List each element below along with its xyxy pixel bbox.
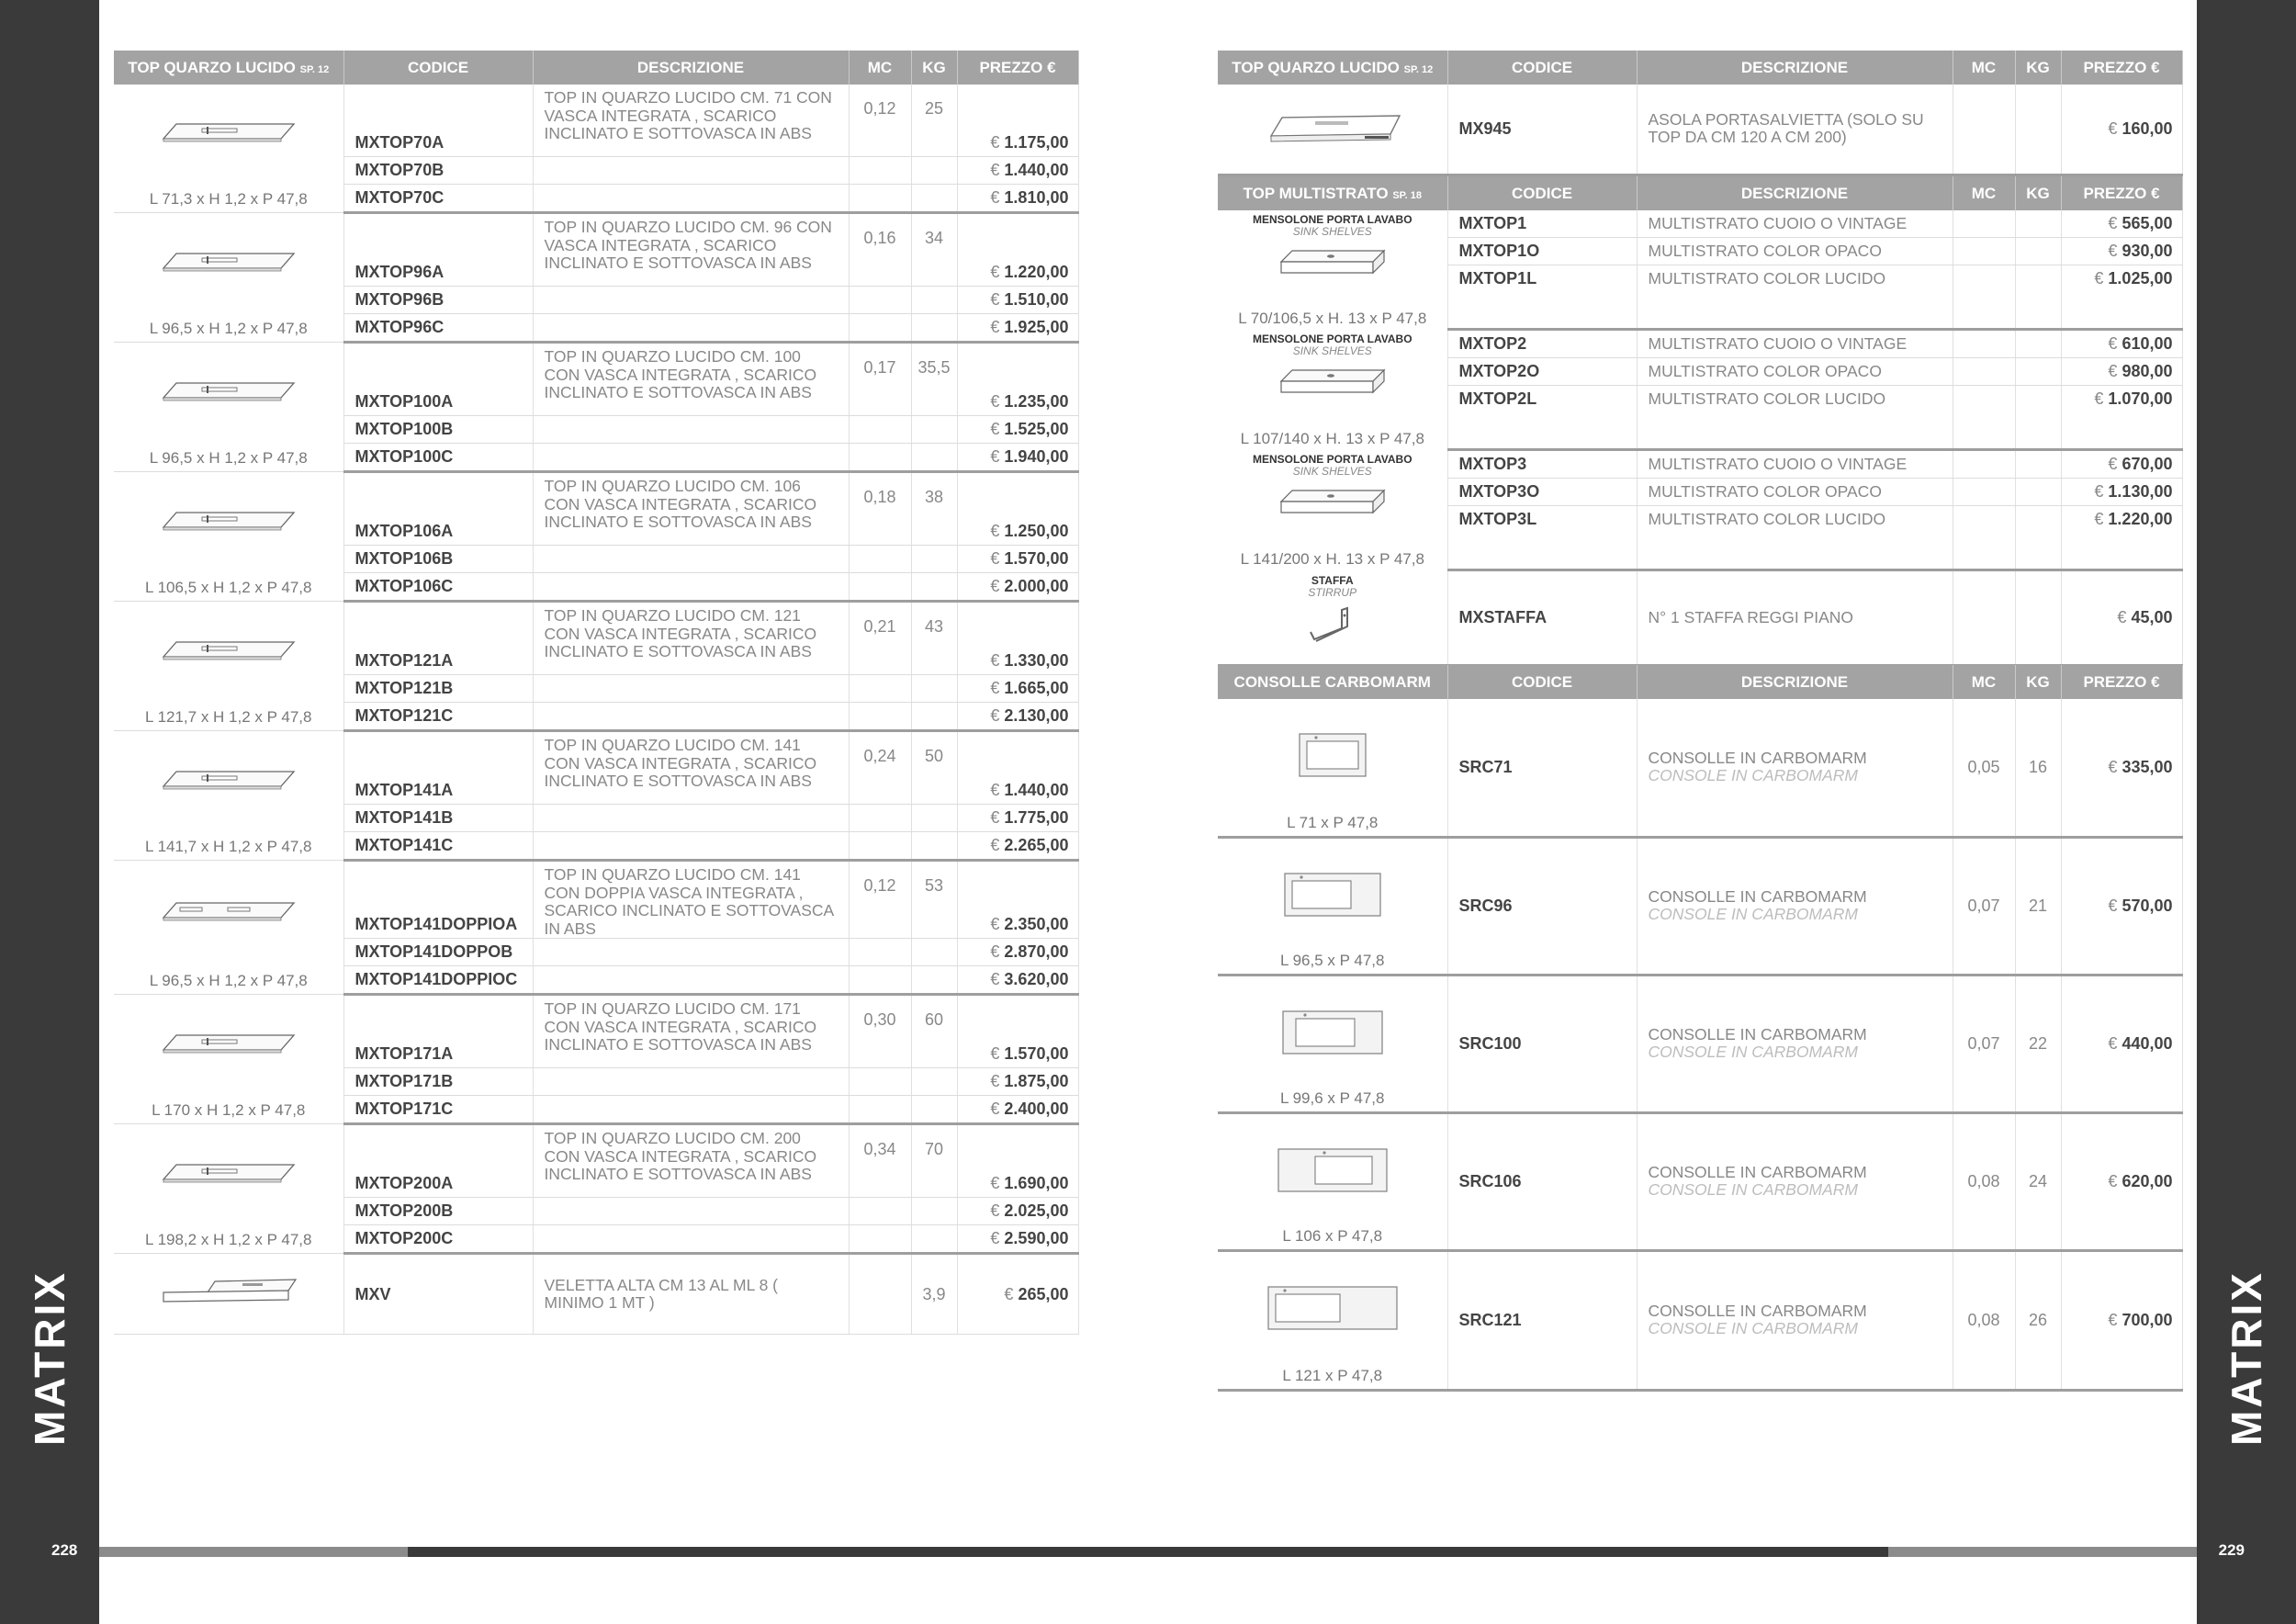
product-mc: 0,30	[863, 1010, 896, 1029]
product-code: MXTOP100B	[355, 420, 454, 438]
header-price: PREZZO €	[2061, 176, 2182, 210]
product-image-cell	[114, 995, 343, 1124]
table-row	[114, 1254, 1078, 1335]
countertop-icon	[160, 248, 298, 276]
top-quarzo-table	[114, 51, 1079, 1335]
header-mc: MC	[1953, 176, 2015, 210]
table-row	[1218, 85, 2182, 175]
product-code: MXTOP70B	[355, 161, 445, 179]
product-mc: 0,12	[863, 876, 896, 895]
product-price: € 1.220,00	[2094, 510, 2173, 528]
product-kg: 60	[924, 1010, 944, 1029]
product-price: € 2.350,00	[990, 915, 1069, 933]
product-code: SRC96	[1458, 896, 1513, 915]
product-dimensions: L 198,2 x H 1,2 x P 47,8	[145, 1231, 312, 1248]
top-quarzo-accessory-table	[1218, 51, 2183, 176]
header-code: CODICE	[343, 51, 533, 85]
table-row	[1218, 1112, 2182, 1250]
product-category-label: STAFFA STIRRUP	[1308, 573, 1357, 599]
product-price: € 930,00	[2108, 242, 2173, 260]
product-code: MXTOP141DOPPIOA	[355, 915, 518, 933]
countertop-icon	[160, 766, 298, 794]
product-description: TOP IN QUARZO LUCIDO CM. 141 CON VASCA INTEGRATA , SCARICO INCLINATO E SOTTOVASCA IN ABS	[544, 736, 817, 790]
product-description: MULTISTRATO COLOR LUCIDO	[1648, 510, 1886, 528]
product-image-cell	[1218, 699, 1447, 837]
table-row	[114, 85, 1078, 157]
product-mc: 0,34	[863, 1140, 896, 1158]
product-description: CONSOLLE IN CARBOMARM CONSOLE IN CARBOMARM	[1648, 1162, 1867, 1199]
product-description: TOP IN QUARZO LUCIDO CM. 100 CON VASCA INTEGRATA , SCARICO INCLINATO E SOTTOVASCA IN ABS	[544, 347, 817, 401]
product-dimensions: L 96,5 x H 1,2 x P 47,8	[149, 972, 308, 989]
product-image-cell	[1218, 1250, 1447, 1390]
product-description: MULTISTRATO CUOIO O VINTAGE	[1648, 214, 1908, 232]
product-code: MXTOP1L	[1458, 269, 1537, 288]
header-kg: KG	[2015, 665, 2061, 699]
product-mc: 0,08	[1967, 1310, 2000, 1329]
product-price: € 1.875,00	[990, 1072, 1069, 1090]
product-dimensions: L 121 x P 47,8	[1282, 1366, 1383, 1384]
header-mc: MC	[1953, 665, 2015, 699]
product-price: € 2.025,00	[990, 1201, 1069, 1220]
product-dimensions: L 96,5 x H 1,2 x P 47,8	[149, 320, 308, 337]
header-title: TOP QUARZO LUCIDO SP. 12	[1218, 51, 1447, 85]
product-price: € 2.130,00	[990, 706, 1069, 725]
bracket-icon	[1305, 604, 1360, 645]
table-row	[1218, 210, 2182, 238]
product-kg: 21	[2028, 896, 2048, 915]
product-price: € 1.570,00	[990, 1044, 1069, 1063]
product-price: € 440,00	[2108, 1033, 2173, 1053]
header-code: CODICE	[1447, 176, 1637, 210]
product-category-label: MENSOLONE PORTA LAVABO SINK SHELVES	[1252, 213, 1412, 238]
brand-label-right: MATRIX	[2223, 1270, 2270, 1446]
table-header	[1218, 51, 2182, 85]
product-price: € 1.440,00	[990, 781, 1069, 799]
product-price: € 2.265,00	[990, 836, 1069, 854]
product-image-cell	[1218, 1112, 1447, 1250]
product-code: MXTOP141B	[355, 808, 454, 827]
product-code: MXTOP106C	[355, 577, 454, 595]
product-code: MXTOP171C	[355, 1100, 454, 1118]
product-description: CONSOLLE IN CARBOMARM CONSOLE IN CARBOMARM	[1648, 1024, 1867, 1061]
product-price: € 1.025,00	[2094, 269, 2173, 288]
product-mc: 0,05	[1967, 757, 2000, 776]
table-row	[114, 861, 1078, 939]
product-dimensions: L 99,6 x P 47,8	[1280, 1088, 1385, 1107]
product-price: € 1.525,00	[990, 420, 1069, 438]
header-title: CONSOLLE CARBOMARM	[1218, 665, 1447, 699]
product-code: MXTOP141A	[355, 781, 454, 799]
product-mc: 0,24	[863, 747, 896, 765]
product-image-cell	[114, 1254, 343, 1335]
sink-shelf-icon	[1277, 365, 1388, 398]
table-row	[114, 731, 1078, 805]
product-description: TOP IN QUARZO LUCIDO CM. 71 CON VASCA INTEGRATA , SCARICO INCLINATO E SOTTOVASCA IN ABS	[544, 88, 832, 142]
product-code: MXTOP3	[1458, 455, 1527, 473]
product-code: SRC106	[1458, 1171, 1522, 1190]
product-kg: 53	[924, 876, 944, 895]
product-price: € 670,00	[2108, 455, 2173, 473]
product-kg: 38	[924, 488, 944, 506]
countertop-icon	[160, 637, 298, 664]
product-description: TOP IN QUARZO LUCIDO CM. 171 CON VASCA INTEGRATA , SCARICO INCLINATO E SOTTOVASCA IN ABS	[544, 999, 817, 1054]
product-category-label: MENSOLONE PORTA LAVABO SINK SHELVES	[1252, 452, 1412, 478]
product-kg: 35,5	[917, 358, 951, 377]
header-desc: DESCRIZIONE	[1637, 665, 1953, 699]
product-code: MXTOP96C	[355, 318, 445, 336]
product-kg: 34	[924, 229, 944, 247]
product-code: MXTOP141C	[355, 836, 454, 854]
product-description: TOP IN QUARZO LUCIDO CM. 121 CON VASCA INTEGRATA , SCARICO INCLINATO E SOTTOVASCA IN ABS	[544, 606, 817, 660]
product-code: MXTOP1O	[1458, 242, 1540, 260]
top-multistrato-table	[1218, 176, 2183, 667]
product-dimensions: L 141/200 x H. 13 x P 47,8	[1240, 549, 1424, 568]
product-code: MXTOP200C	[355, 1229, 454, 1247]
product-code: MXTOP121C	[355, 706, 454, 725]
product-image-cell	[1218, 330, 1447, 450]
product-code: MXTOP200B	[355, 1201, 454, 1220]
product-price: € 1.940,00	[990, 447, 1069, 466]
product-code: MXTOP141DOPPIOC	[355, 970, 518, 988]
product-code: MXTOP100C	[355, 447, 454, 466]
product-description: TOP IN QUARZO LUCIDO CM. 200 CON VASCA INTEGRATA , SCARICO INCLINATO E SOTTOVASCA IN ABS	[544, 1129, 817, 1183]
product-price: € 1.235,00	[990, 392, 1069, 411]
product-description: TOP IN QUARZO LUCIDO CM. 141 CON DOPPIA VASCA INTEGRATA , SCARICO INCLINATO E SOTTOVASCA IN ABS	[544, 865, 834, 938]
header-code: CODICE	[1447, 51, 1637, 85]
table-row	[1218, 699, 2182, 837]
table-row	[114, 343, 1078, 416]
product-code: MXTOP1	[1458, 214, 1527, 232]
product-price: € 265,00	[1004, 1284, 1069, 1303]
product-price: € 1.690,00	[990, 1174, 1069, 1192]
product-code: MX945	[1458, 118, 1512, 138]
product-price: € 1.775,00	[990, 808, 1069, 827]
product-price: € 610,00	[2108, 334, 2173, 353]
header-kg: KG	[2015, 176, 2061, 210]
product-kg: 16	[2028, 757, 2048, 776]
product-description: MULTISTRATO COLOR OPACO	[1648, 362, 1882, 380]
sink-shelf-icon	[1277, 485, 1388, 518]
product-dimensions: L 96,5 x H 1,2 x P 47,8	[149, 449, 308, 467]
product-code: MXSTAFFA	[1458, 608, 1548, 626]
product-price: € 1.250,00	[990, 522, 1069, 540]
product-price: € 1.665,00	[990, 679, 1069, 697]
table-row	[1218, 1250, 2182, 1390]
product-code: MXTOP3L	[1458, 510, 1537, 528]
product-price: € 1.175,00	[990, 133, 1069, 152]
product-image-cell	[114, 472, 343, 602]
product-image-cell	[1218, 837, 1447, 975]
table-row	[114, 1124, 1078, 1198]
product-dimensions: L 96,5 x P 47,8	[1280, 951, 1385, 969]
console-icon	[1264, 1008, 1401, 1059]
product-kg: 43	[924, 617, 944, 636]
product-kg: 50	[924, 747, 944, 765]
product-kg: 26	[2028, 1310, 2048, 1329]
product-description: MULTISTRATO COLOR LUCIDO	[1648, 389, 1886, 408]
product-image-cell	[114, 85, 343, 213]
product-image-cell	[1218, 85, 1447, 175]
product-price: € 1.810,00	[990, 188, 1069, 207]
product-price: € 1.925,00	[990, 318, 1069, 336]
product-mc: 0,08	[1967, 1171, 2000, 1190]
table-row	[1218, 975, 2182, 1112]
product-price: € 1.070,00	[2094, 389, 2173, 408]
product-price: € 620,00	[2108, 1171, 2173, 1190]
product-dimensions: L 71,3 x H 1,2 x P 47,8	[149, 190, 308, 208]
product-mc: 0,21	[863, 617, 896, 636]
product-dimensions: L 170 x H 1,2 x P 47,8	[152, 1101, 306, 1119]
product-code: MXTOP106A	[355, 522, 454, 540]
product-code: MXTOP70C	[355, 188, 445, 207]
product-price: € 1.570,00	[990, 549, 1069, 568]
product-price: € 1.330,00	[990, 651, 1069, 670]
console-icon	[1264, 1145, 1401, 1197]
table-row	[114, 472, 1078, 546]
product-code: MXTOP2L	[1458, 389, 1537, 408]
veletta-icon	[160, 1276, 298, 1307]
product-description: MULTISTRATO COLOR OPACO	[1648, 482, 1882, 501]
product-description: CONSOLLE IN CARBOMARM CONSOLE IN CARBOMARM	[1648, 748, 1867, 785]
console-icon	[1264, 1283, 1401, 1335]
footer-bar-center	[408, 1547, 1888, 1557]
product-price: € 980,00	[2108, 362, 2173, 380]
table-header	[1218, 176, 2182, 210]
product-kg: 24	[2028, 1171, 2048, 1190]
product-dimensions: L 71 x P 47,8	[1287, 813, 1379, 831]
product-description: MULTISTRATO CUOIO O VINTAGE	[1648, 334, 1908, 353]
table-row	[1218, 450, 2182, 479]
product-price: € 1.440,00	[990, 161, 1069, 179]
product-description: CONSOLLE IN CARBOMARM CONSOLE IN CARBOMARM	[1648, 1301, 1867, 1337]
product-price: € 565,00	[2108, 214, 2173, 232]
product-price: € 570,00	[2108, 896, 2173, 915]
product-price: € 1.510,00	[990, 290, 1069, 309]
product-price: € 45,00	[2117, 608, 2173, 626]
countertop-icon	[160, 118, 298, 146]
product-mc: 0,12	[863, 99, 896, 118]
table-header	[1218, 665, 2182, 699]
header-kg: KG	[911, 51, 957, 85]
header-mc: MC	[1953, 51, 2015, 85]
page-number-right: 229	[2218, 1541, 2245, 1559]
console-icon	[1264, 870, 1401, 921]
countertop-icon	[160, 507, 298, 535]
product-code: MXTOP96B	[355, 290, 445, 309]
product-mc: 0,16	[863, 229, 896, 247]
product-price: € 2.000,00	[990, 577, 1069, 595]
header-desc: DESCRIZIONE	[533, 51, 849, 85]
product-price: € 1.220,00	[990, 263, 1069, 281]
product-code: MXTOP121A	[355, 651, 454, 670]
product-dimensions: L 141,7 x H 1,2 x P 47,8	[145, 838, 312, 855]
header-code: CODICE	[1447, 665, 1637, 699]
product-code: MXTOP171A	[355, 1044, 454, 1063]
page-number-left: 228	[51, 1541, 78, 1559]
product-image-cell	[114, 731, 343, 861]
product-code: SRC71	[1458, 757, 1513, 776]
product-price: € 3.620,00	[990, 970, 1069, 988]
product-description: ASOLA PORTASALVIETTA (SOLO SU TOP DA CM 120 A CM 200)	[1648, 109, 1924, 147]
product-code: SRC121	[1458, 1310, 1522, 1329]
towel-slot-top-icon	[1264, 108, 1401, 145]
product-category-label: MENSOLONE PORTA LAVABO SINK SHELVES	[1252, 332, 1412, 357]
product-mc: 0,17	[863, 358, 896, 377]
product-description: TOP IN QUARZO LUCIDO CM. 106 CON VASCA INTEGRATA , SCARICO INCLINATO E SOTTOVASCA IN ABS	[544, 477, 817, 531]
table-row	[1218, 330, 2182, 358]
product-kg: 22	[2028, 1033, 2048, 1053]
product-dimensions: L 106 x P 47,8	[1282, 1226, 1383, 1245]
product-code: MXTOP171B	[355, 1072, 454, 1090]
product-description: VELETTA ALTA CM 13 AL ML 8 ( MINIMO 1 MT )	[544, 1275, 779, 1312]
table-header	[114, 51, 1078, 85]
product-dimensions: L 106,5 x H 1,2 x P 47,8	[145, 579, 312, 596]
table-row	[114, 995, 1078, 1068]
product-code: MXV	[355, 1284, 391, 1303]
product-kg: 25	[924, 99, 944, 118]
product-description: TOP IN QUARZO LUCIDO CM. 96 CON VASCA INTEGRATA , SCARICO INCLINATO E SOTTOVASCA IN ABS	[544, 218, 832, 272]
header-desc: DESCRIZIONE	[1637, 176, 1953, 210]
product-mc: 0,07	[1967, 1033, 2000, 1053]
sink-shelf-icon	[1277, 245, 1388, 278]
header-price: PREZZO €	[2061, 665, 2182, 699]
header-price: PREZZO €	[2061, 51, 2182, 85]
product-code: MXTOP2O	[1458, 362, 1540, 380]
header-mc: MC	[849, 51, 911, 85]
consolle-carbomarm-table	[1218, 665, 2183, 1392]
product-code: MXTOP100A	[355, 392, 454, 411]
product-code: MXTOP96A	[355, 263, 445, 281]
footer-bar-left	[99, 1547, 408, 1557]
header-kg: KG	[2015, 51, 2061, 85]
product-image-cell	[1218, 450, 1447, 570]
product-mc: 0,18	[863, 488, 896, 506]
product-code: MXTOP70A	[355, 133, 445, 152]
product-kg: 3,9	[922, 1284, 946, 1303]
header-desc: DESCRIZIONE	[1637, 51, 1953, 85]
table-row	[1218, 570, 2182, 666]
product-image-cell	[114, 861, 343, 995]
product-price: € 2.870,00	[990, 942, 1069, 961]
product-dimensions: L 107/140 x H. 13 x P 47,8	[1240, 429, 1424, 447]
table-row	[114, 213, 1078, 287]
product-dimensions: L 121,7 x H 1,2 x P 47,8	[145, 708, 312, 726]
product-image-cell	[1218, 210, 1447, 330]
product-description: MULTISTRATO COLOR LUCIDO	[1648, 269, 1886, 288]
product-description: N° 1 STAFFA REGGI PIANO	[1648, 607, 1854, 626]
product-code: MXTOP3O	[1458, 482, 1540, 501]
product-code: SRC100	[1458, 1033, 1522, 1053]
product-code: MXTOP121B	[355, 679, 454, 697]
product-code: MXTOP141DOPPOB	[355, 942, 513, 961]
product-kg: 70	[924, 1140, 944, 1158]
product-image-cell	[1218, 975, 1447, 1112]
product-price: € 2.400,00	[990, 1100, 1069, 1118]
table-row	[114, 602, 1078, 675]
product-price: € 1.130,00	[2094, 482, 2173, 501]
header-price: PREZZO €	[957, 51, 1078, 85]
footer-bar-right	[1888, 1547, 2197, 1557]
product-image-cell	[114, 213, 343, 343]
product-code: MXTOP106B	[355, 549, 454, 568]
product-dimensions: L 70/106,5 x H. 13 x P 47,8	[1238, 309, 1427, 327]
header-title: TOP QUARZO LUCIDO SP. 12	[114, 51, 343, 85]
header-title: TOP MULTISTRATO SP. 18	[1218, 176, 1447, 210]
product-description: MULTISTRATO CUOIO O VINTAGE	[1648, 455, 1908, 473]
table-row	[1218, 837, 2182, 975]
product-price: € 2.590,00	[990, 1229, 1069, 1247]
product-image-cell	[114, 1124, 343, 1254]
product-code: MXTOP2	[1458, 334, 1527, 353]
countertop-icon	[160, 378, 298, 405]
product-code: MXTOP200A	[355, 1174, 454, 1192]
product-price: € 335,00	[2108, 757, 2173, 776]
product-description: MULTISTRATO COLOR OPACO	[1648, 242, 1882, 260]
brand-label-left: MATRIX	[26, 1270, 73, 1446]
product-description: CONSOLLE IN CARBOMARM CONSOLE IN CARBOMARM	[1648, 886, 1867, 923]
product-price: € 700,00	[2108, 1310, 2173, 1329]
countertop-icon	[160, 1030, 298, 1057]
product-mc: 0,07	[1967, 896, 2000, 915]
countertop-icon	[160, 897, 298, 925]
console-icon	[1264, 730, 1401, 782]
product-image-cell	[114, 343, 343, 472]
product-image-cell	[1218, 570, 1447, 666]
product-price: € 160,00	[2108, 118, 2173, 138]
countertop-icon	[160, 1159, 298, 1187]
product-image-cell	[114, 602, 343, 731]
